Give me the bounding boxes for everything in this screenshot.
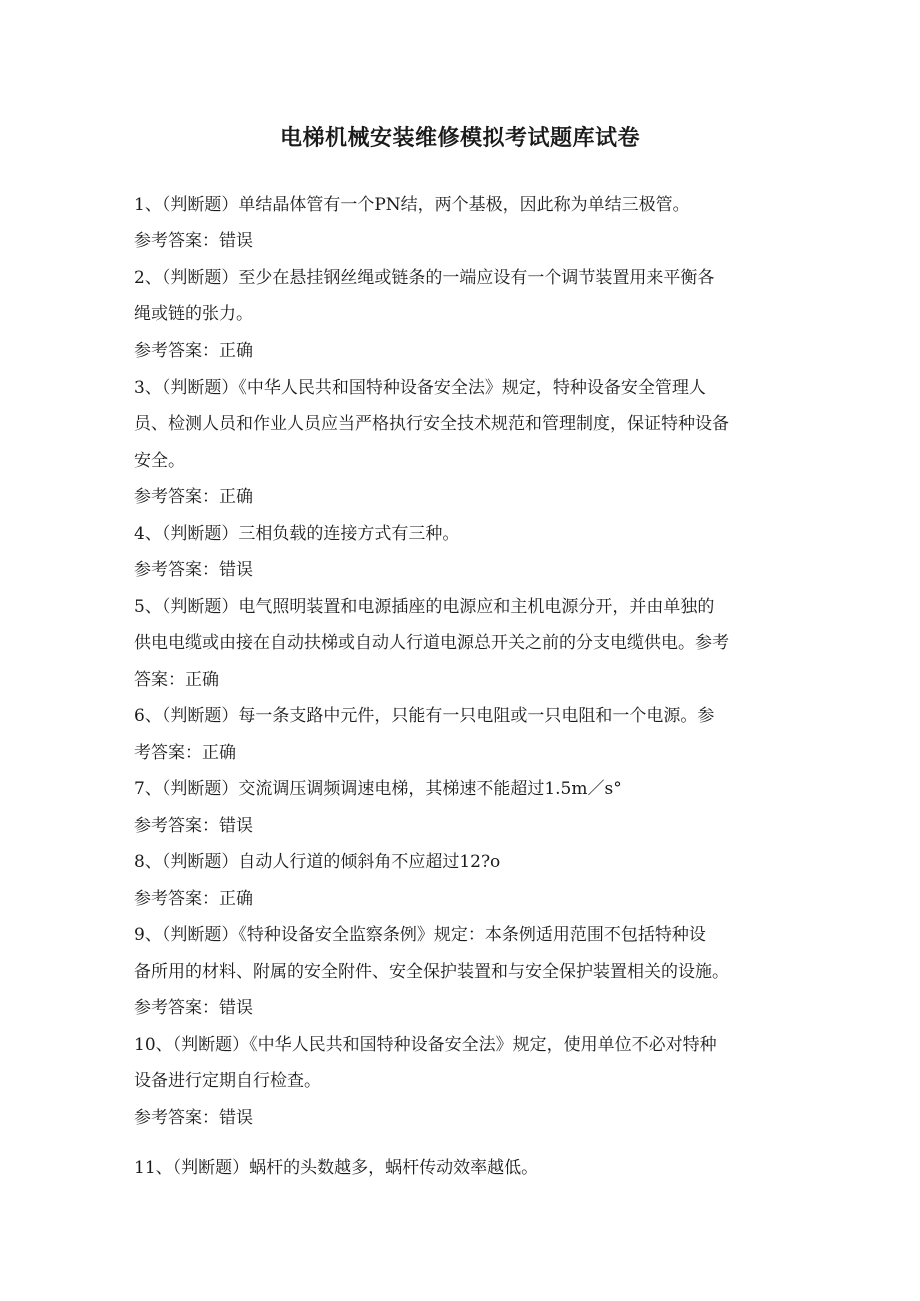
answer-3: 参考答案：正确 [134, 487, 253, 507]
answer-2: 参考答案：正确 [134, 341, 253, 361]
answer-8: 参考答案：正确 [134, 889, 253, 909]
question-4-text: 4、（判断题）三相负载的连接方式有三种。 [134, 524, 460, 544]
question-5-text-cont: 供电电缆或由接在自动扶梯或自动人行道电源总开关之前的分支电缆供电。参考 [134, 633, 729, 653]
question-3-text-cont2: 安全。 [134, 451, 185, 471]
question-3-text: 3、（判断题）《中华人民共和国特种设备安全法》规定，特种设备安全管理人 [134, 378, 706, 398]
question-2-text-cont: 绳或链的张力。 [134, 304, 253, 324]
question-2-text: 2、（判断题）至少在悬挂钢丝绳或链条的一端应设有一个调节装置用来平衡各 [134, 268, 715, 288]
answer-9: 参考答案：错误 [134, 998, 253, 1018]
answer-6: 考答案：正确 [134, 743, 236, 763]
question-8-text: 8、（判断题）自动人行道的倾斜角不应超过12?o [134, 852, 501, 872]
page-title: 电梯机械安装维修模拟考试题库试卷 [279, 126, 640, 151]
question-6-text: 6、（判断题）每一条支路中元件，只能有一只电阻或一只电阻和一个电源。参 [134, 706, 715, 726]
answer-1: 参考答案：错误 [134, 231, 253, 251]
answer-7: 参考答案：错误 [134, 816, 253, 836]
answer-10: 参考答案：错误 [134, 1108, 253, 1128]
question-3-text-cont: 员、检测人员和作业人员应当严格执行安全技术规范和管理制度，保证特种设备 [134, 414, 729, 434]
question-5-text: 5、（判断题）电气照明装置和电源插座的电源应和主机电源分开，并由单独的 [134, 597, 715, 617]
question-10-text: 10、（判断题）《中华人民共和国特种设备安全法》规定，使用单位不必对特种 [134, 1035, 717, 1055]
question-11-text: 11、（判断题）蜗杆的头数越多，蜗杆传动效率越低。 [134, 1158, 539, 1178]
question-10-text-cont: 设备进行定期自行检查。 [134, 1071, 321, 1091]
question-9-text-cont: 备所用的材料、附属的安全附件、安全保护装置和与安全保护装置相关的设施。 [134, 962, 729, 982]
question-7-text: 7、（判断题）交流调压调频调速电梯，其梯速不能超过1.5m／s° [134, 779, 622, 799]
answer-4: 参考答案：错误 [134, 560, 253, 580]
question-9-text: 9、（判断题）《特种设备安全监察条例》规定：本条例适用范围不包括特种设 [134, 925, 706, 945]
question-1-text: 1、（判断题）单结晶体管有一个PN结，两个基极，因此称为单结三极管。 [134, 195, 690, 215]
answer-5: 答案：正确 [134, 670, 219, 690]
